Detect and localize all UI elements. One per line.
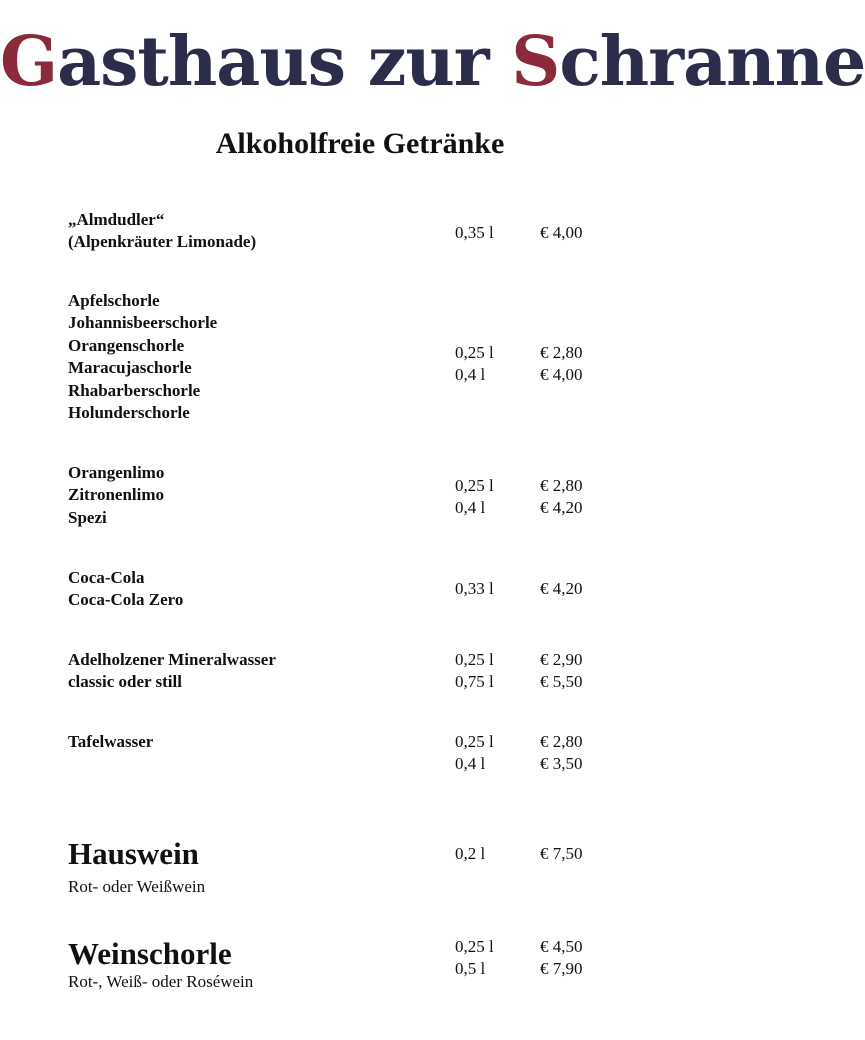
section-description: Rot-, Weiß- oder Roséwein (68, 972, 254, 991)
price-list (455, 578, 655, 600)
price-row (455, 222, 655, 244)
item-names (68, 649, 428, 694)
item-names (68, 290, 428, 424)
price: € 3,50 (540, 754, 583, 774)
price: € 4,20 (540, 498, 583, 518)
price-list (455, 936, 655, 981)
item-name: classic oder still (68, 672, 182, 692)
price-row (455, 731, 655, 753)
price: € 2,90 (540, 650, 583, 669)
price-list (455, 843, 655, 865)
volume: 0,4 l (455, 498, 486, 518)
price: € 7,90 (540, 959, 583, 979)
section-heading-weinschorle: Weinschorle (68, 936, 232, 971)
price: € 4,50 (540, 937, 583, 956)
volume: 0,25 l (455, 650, 494, 669)
price: € 2,80 (540, 343, 583, 362)
item-name: Coca-Cola (68, 568, 145, 587)
item-names (68, 567, 428, 612)
price-list (455, 222, 655, 244)
volume: 0,33 l (455, 579, 494, 598)
price: € 5,50 (540, 672, 583, 692)
volume: 0,35 l (455, 223, 494, 242)
price: € 7,50 (540, 844, 583, 863)
item-name: „Almdudler“ (68, 210, 165, 229)
price-row (455, 475, 655, 497)
price: € 2,80 (540, 476, 583, 495)
price-row (455, 578, 655, 600)
section-description: Rot- oder Weißwein (68, 877, 206, 896)
header-text-1: asthaus zur (57, 22, 512, 102)
header-initial-g: G (0, 22, 58, 102)
restaurant-name (0, 22, 865, 102)
price-row (455, 958, 655, 980)
item-name: Tafelwasser (68, 732, 154, 751)
price: € 2,80 (540, 732, 583, 751)
header-initial-s: S (511, 22, 560, 102)
volume: 0,75 l (455, 672, 494, 692)
volume: 0,25 l (455, 937, 494, 956)
price-row (455, 753, 655, 775)
price-row (455, 342, 655, 364)
price: € 4,00 (540, 365, 583, 385)
page-title: Alkoholfreie Getränke (215, 127, 505, 160)
item-name: Coca-Cola Zero (68, 590, 184, 610)
section-heading-hauswein: Hauswein (68, 836, 199, 871)
volume: 0,4 l (455, 754, 486, 774)
volume: 0,25 l (455, 732, 494, 751)
volume: 0,25 l (455, 476, 494, 495)
price-row (455, 649, 655, 671)
volume: 0,2 l (455, 844, 486, 863)
price-row (455, 497, 655, 519)
price: € 4,20 (540, 579, 583, 598)
item-names (68, 731, 428, 753)
price-row (455, 843, 655, 865)
item-name: Orangenlimo (68, 463, 165, 482)
item-name: Rhabarberschorle (68, 380, 201, 400)
price-list (455, 649, 655, 694)
item-name: Johannisbeerschorle (68, 313, 218, 333)
item-name: Orangenschorle (68, 335, 185, 355)
item-names (68, 209, 428, 254)
volume: 0,4 l (455, 365, 486, 385)
price-row (455, 364, 655, 386)
price-list (455, 342, 655, 387)
price-list (455, 475, 655, 520)
item-name: (Alpenkräuter Limonade) (68, 232, 257, 252)
header-text-2: chranne (559, 22, 865, 102)
item-name: Holunderschorle (68, 403, 190, 423)
price: € 4,00 (540, 223, 583, 242)
item-name: Apfelschorle (68, 291, 160, 310)
item-name: Spezi (68, 507, 107, 527)
item-name: Adelholzener Mineralwasser (68, 650, 276, 669)
volume: 0,5 l (455, 959, 486, 979)
item-name: Zitronenlimo (68, 485, 165, 505)
item-name: Maracujaschorle (68, 358, 192, 378)
price-row (455, 671, 655, 693)
price-list (455, 731, 655, 776)
price-row (455, 936, 655, 958)
item-names (68, 462, 428, 529)
volume: 0,25 l (455, 343, 494, 362)
